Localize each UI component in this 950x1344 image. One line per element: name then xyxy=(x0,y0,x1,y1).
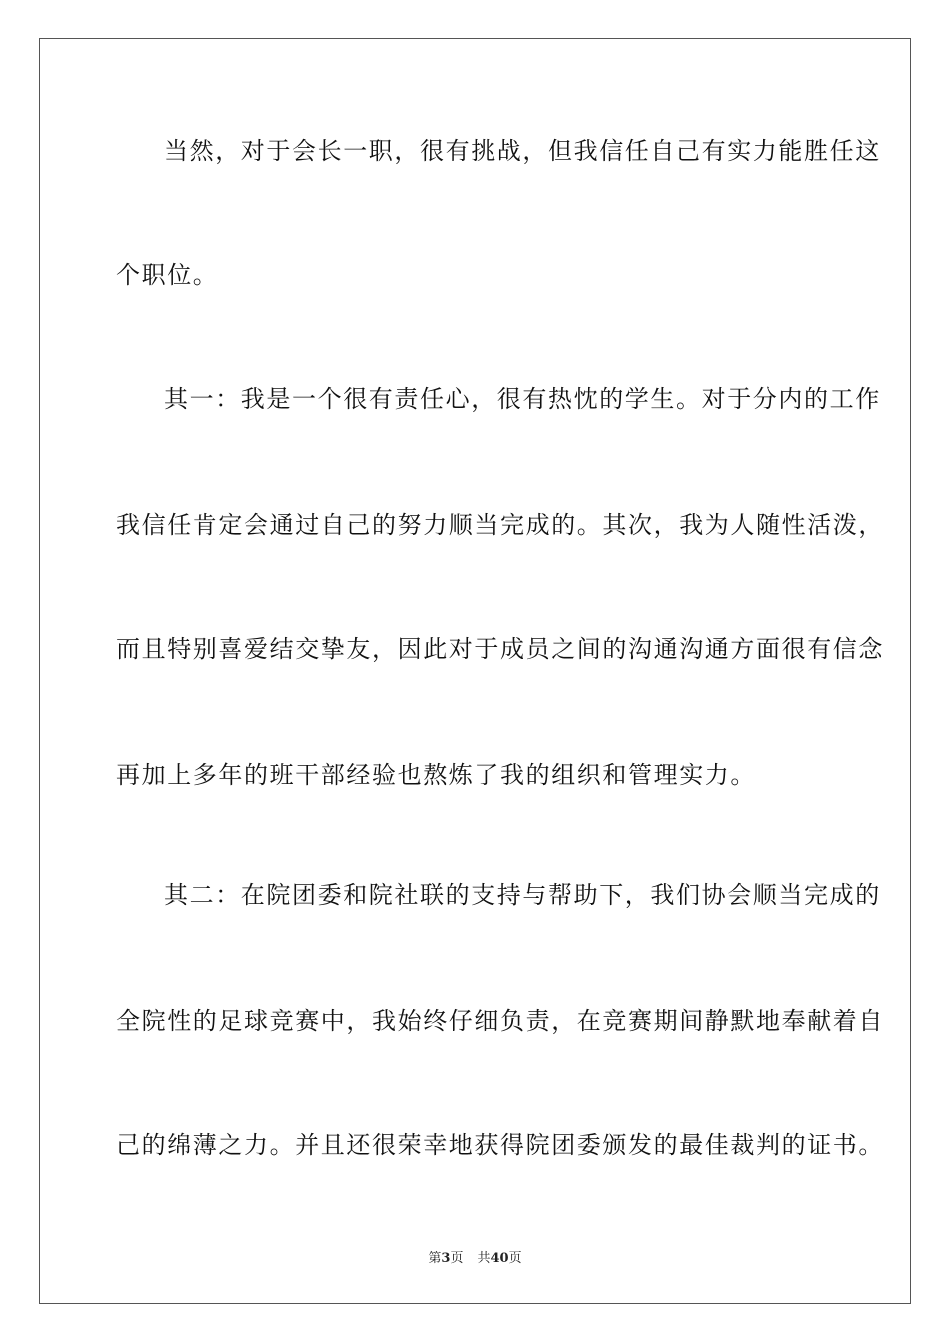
paragraph-3-line-3: 己的绵薄之力。并且还很荣幸地获得院团委颁发的最佳裁判的证书。 xyxy=(116,1131,884,1159)
page-footer xyxy=(0,1247,950,1266)
total-suffix: 页 xyxy=(508,1251,522,1266)
paragraph-1-line-1: 当然，对于会长一职，很有挑战，但我信任自己有实力能胜任这 xyxy=(164,137,881,165)
page-suffix: 页 xyxy=(450,1251,464,1266)
paragraph-3-line-1: 其二：在院团委和院社联的支持与帮助下，我们协会顺当完成的 xyxy=(164,881,881,909)
page-prefix: 第 xyxy=(428,1251,442,1266)
paragraph-1-line-2: 个职位。 xyxy=(116,261,219,289)
paragraph-2-line-3: 而且特别喜爱结交挚友，因此对于成员之间的沟通沟通方面很有信念 xyxy=(116,635,884,663)
page-border xyxy=(39,38,911,1304)
paragraph-2-line-2: 我信任肯定会通过自己的努力顺当完成的。其次，我为人随性活泼， xyxy=(116,511,884,539)
total-prefix: 共 xyxy=(477,1251,491,1266)
paragraph-2-line-4: 再加上多年的班干部经验也熬炼了我的组织和管理实力。 xyxy=(116,761,756,789)
page-number: 3 xyxy=(441,1251,451,1266)
paragraph-3-line-2: 全院性的足球竞赛中，我始终仔细负责，在竞赛期间静默地奉献着自 xyxy=(116,1007,884,1035)
total-pages: 40 xyxy=(490,1251,509,1266)
paragraph-2-line-1: 其一：我是一个很有责任心，很有热忱的学生。对于分内的工作 xyxy=(164,385,881,413)
